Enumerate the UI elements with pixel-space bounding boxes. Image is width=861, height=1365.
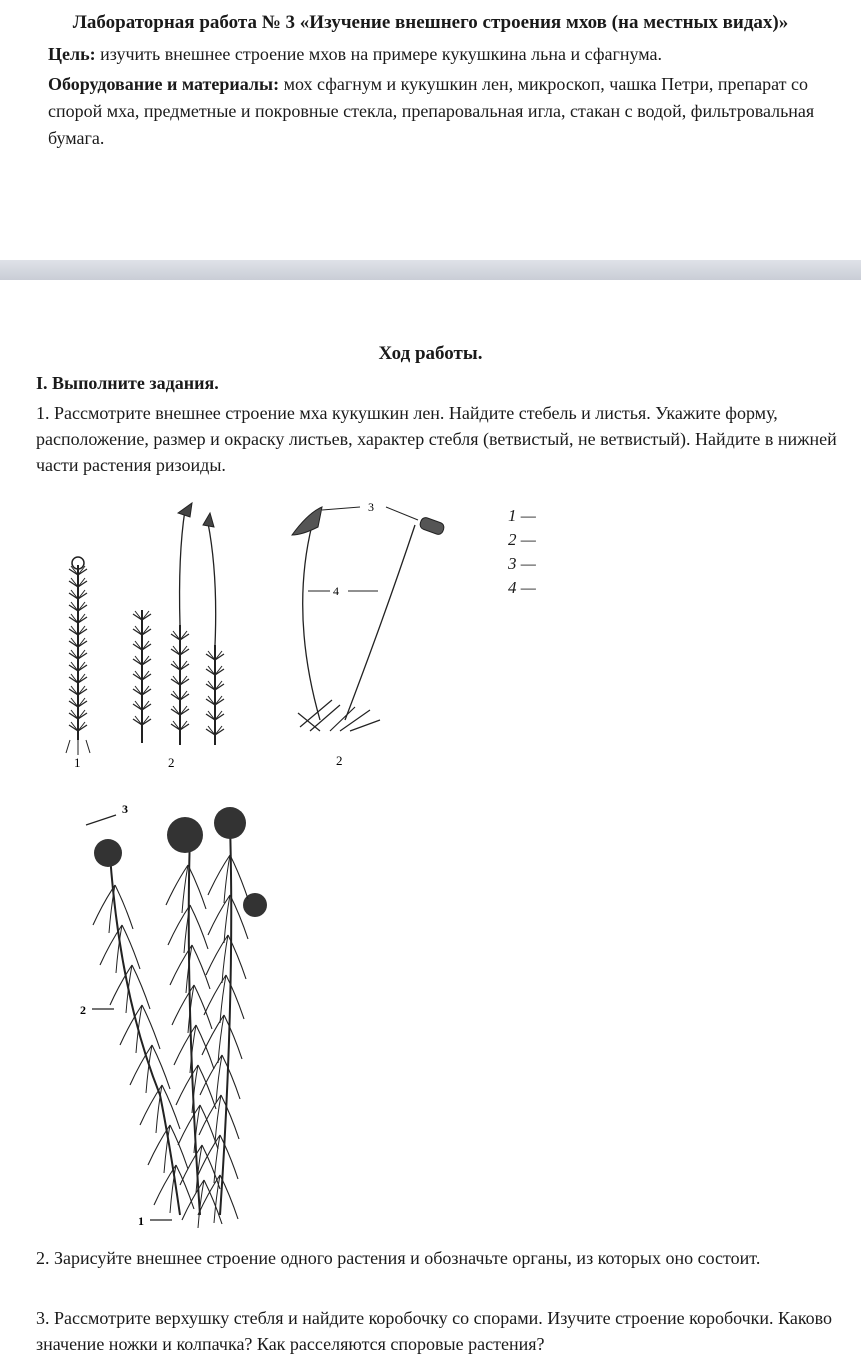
plant-2-drawing (133, 503, 224, 745)
equipment-paragraph (48, 71, 848, 152)
equipment-text: мох сфагнум и кукушкин лен, микроскоп, чашка Петри, препарат со спорой мха, предметные и покровные стекла, препаровальная игла, стакан с водой, фильтровальная бумага. (48, 74, 815, 148)
figure-label-3: 3 (368, 500, 374, 514)
plant-1-drawing (66, 557, 90, 755)
section-title: I. Выполните задания. (36, 373, 219, 393)
page-title: Лабораторная работа № 3 «Изучение внешнего строения мхов (на местных видах)» (72, 12, 789, 33)
figure-label-4: 4 (333, 584, 339, 598)
equipment-label: Оборудование и материалы: (48, 74, 280, 94)
page-divider (0, 260, 861, 280)
task-1: 1. Рассмотрите внешнее строение мха кукушкин лен. Найдите стебель и листья. Укажите форму, расположение, размер и окраску листьев, характер стебля (ветвистый, не ветвистый). Найдите в нижней части растения ризоиды. (36, 403, 837, 475)
sphagnum-plant-right (166, 807, 267, 1228)
goal-paragraph (48, 41, 848, 68)
legend-item-4: 4 — (508, 578, 536, 597)
plant-1-label: 1 (74, 755, 81, 770)
plant-2b-label: 2 (336, 753, 343, 768)
task-2: 2. Зарисуйте внешнее строение одного растения и обозначьте органы, из которых оно состоит. (36, 1248, 761, 1268)
legend-item-1: 1 — (508, 506, 536, 525)
moss-figure-top (40, 495, 480, 780)
goal-text: изучить внешнее строение мхов на примере кукушкина льна и сфагнума. (100, 44, 663, 64)
legend-item-2: 2 — (508, 530, 536, 549)
legend-item-3: 3 — (508, 554, 536, 573)
sphagnum-figure (70, 795, 290, 1235)
sphagnum-label-2: 2 (80, 1003, 86, 1017)
plant-2b-drawing (292, 507, 445, 731)
work-heading: Ход работы. (378, 343, 483, 364)
sphagnum-plant-left (93, 839, 194, 1215)
goal-label: Цель: (48, 44, 96, 64)
plant-2-label: 2 (168, 755, 175, 770)
sphagnum-label-1: 1 (138, 1214, 144, 1228)
task-3: 3. Рассмотрите верхушку стебля и найдите коробочку со спорами. Изучите строение коробочки. Каково значение ножки и колпачка? Как расселяются споровые растения? (36, 1308, 833, 1354)
sphagnum-label-3: 3 (122, 802, 128, 816)
figure-legend (508, 506, 536, 598)
